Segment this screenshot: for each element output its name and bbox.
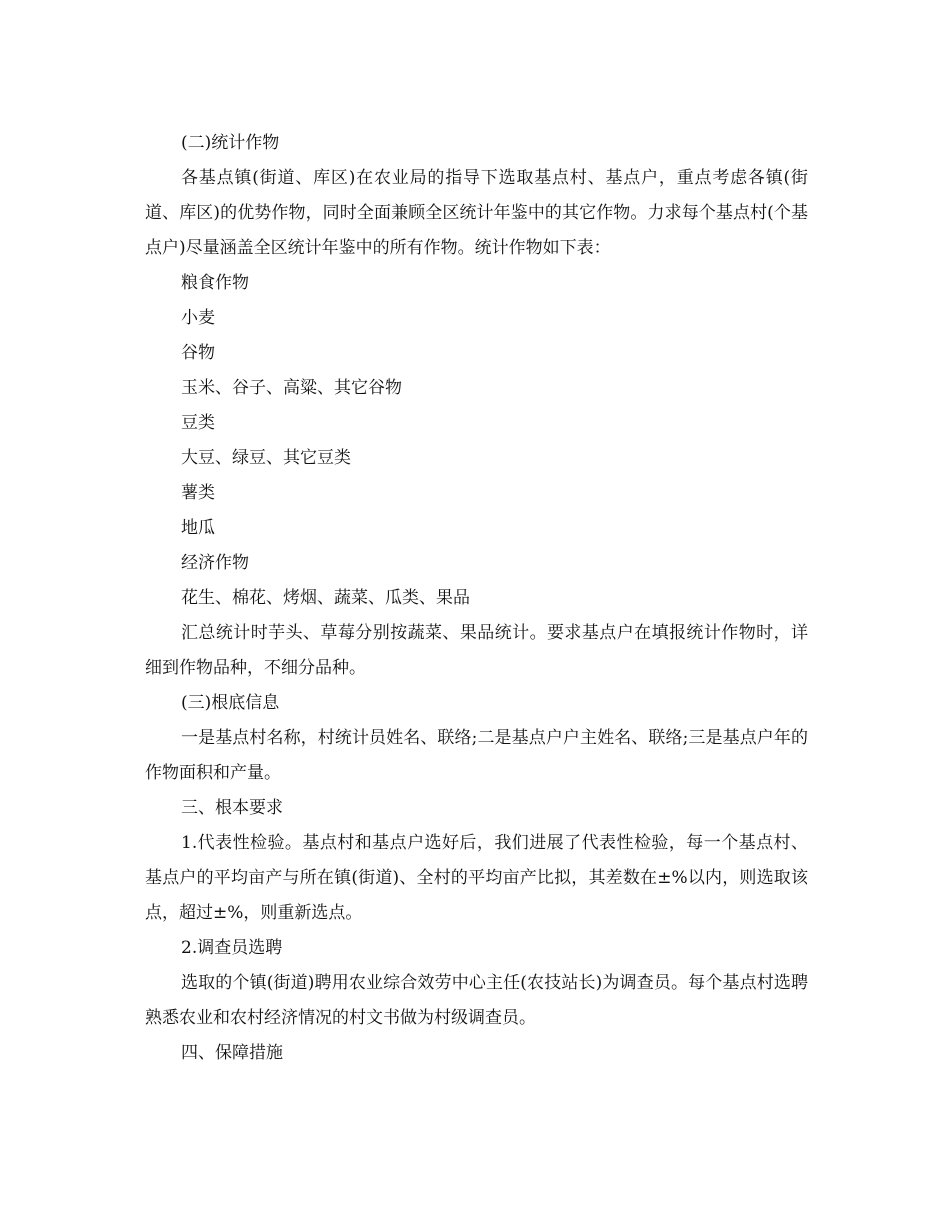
crop-items: 地瓜 xyxy=(181,518,215,538)
crop-items: 大豆、绿豆、其它豆类 xyxy=(181,448,351,468)
crop-items: 小麦 xyxy=(181,308,215,328)
document-body xyxy=(145,126,808,1071)
crop-category: 谷物 xyxy=(181,343,215,363)
subsection-heading: 2.调查员选聘 xyxy=(181,938,283,958)
body-paragraph: 1.代表性检验。基点村和基点户选好后，我们进展了代表性检验，每一个基点村、基点户的平均亩产与所在镇(街道)、全村的平均亩产比拟，其差数在±%以内，则选取该点，超过±%，则重新选点。 xyxy=(145,833,808,923)
section-heading-basic-info: (三)根底信息 xyxy=(181,693,280,713)
body-paragraph: 一是基点村名称，村统计员姓名、联络;二是基点户户主姓名、联络;三是基点户年的作物面积和产量。 xyxy=(145,728,808,783)
crop-category: 豆类 xyxy=(181,413,215,433)
crop-category: 粮食作物 xyxy=(181,273,249,293)
body-paragraph: 选取的个镇(街道)聘用农业综合效劳中心主任(农技站长)为调查员。每个基点村选聘熟悉农业和农村经济情况的村文书做为村级调查员。 xyxy=(145,973,808,1028)
crop-category: 经济作物 xyxy=(181,553,249,573)
body-paragraph: 汇总统计时芋头、草莓分别按蔬菜、果品统计。要求基点户在填报统计作物时，详细到作物品种，不细分品种。 xyxy=(145,623,808,678)
crop-items: 花生、棉花、烤烟、蔬菜、瓜类、果品 xyxy=(181,588,470,608)
body-paragraph: 各基点镇(街道、库区)在农业局的指导下选取基点村、基点户，重点考虑各镇(街道、库区)的优势作物，同时全面兼顾全区统计年鉴中的其它作物。力求每个基点村(个基点户)尽量涵盖全区统计年鉴中的所有作物。统计作物如下表： xyxy=(145,168,808,258)
section-heading-requirements: 三、根本要求 xyxy=(181,798,283,818)
crop-items: 玉米、谷子、高粱、其它谷物 xyxy=(181,378,402,398)
section-heading-measures: 四、保障措施 xyxy=(181,1043,283,1063)
section-heading-crops: (二)统计作物 xyxy=(181,133,280,153)
crop-category: 薯类 xyxy=(181,483,215,503)
